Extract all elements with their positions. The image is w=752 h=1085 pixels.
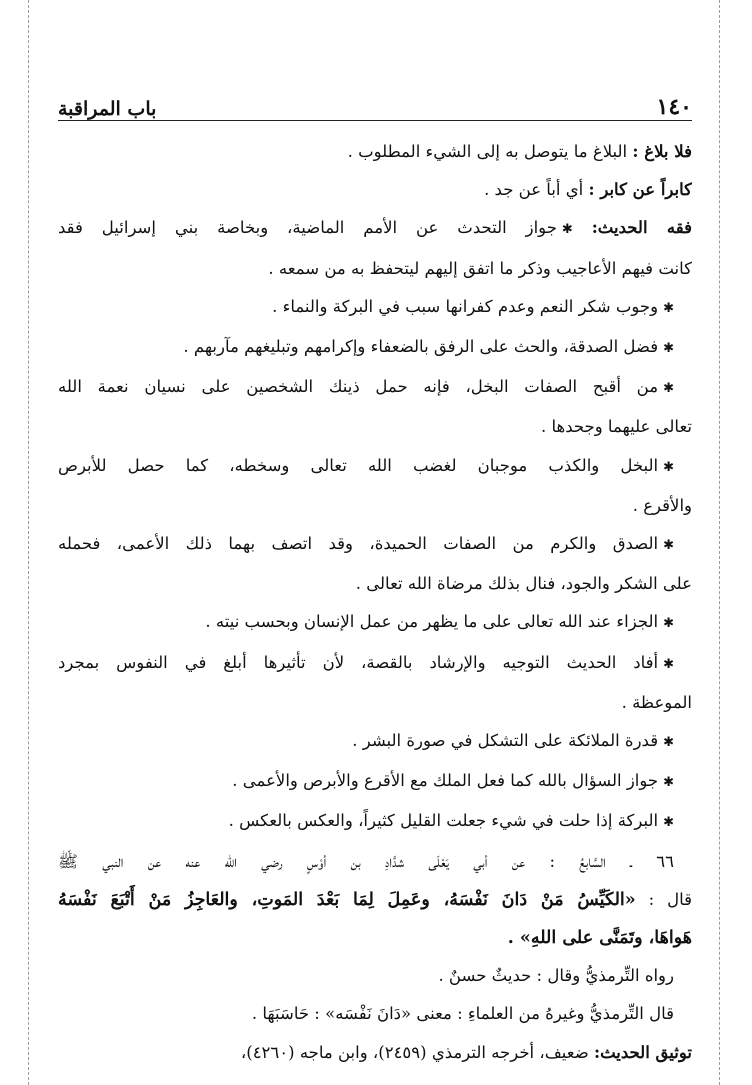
bullet-continuation: والأقرع . — [632, 495, 692, 515]
fiqh-intro-line — [58, 209, 692, 249]
bullet-point: ✱البخل والكذب موجبان لغضب الله تعالى وسخطه، كما حصل للأبرص — [58, 447, 692, 487]
page-body — [58, 133, 692, 1072]
bullet-point: ✱فضل الصدقة، والحث على الرفق بالضعفاء وإكرامهم وتبليغهم مآربهم . — [58, 328, 692, 368]
margin-guide-right — [719, 0, 720, 1085]
bullet-point: ✱وجوب شكر النعم وعدم كفرانها سبب في البركة والنماء . — [58, 288, 692, 328]
authentication-line — [58, 1034, 692, 1072]
glossary-definition: البلاغ ما يتوصل به إلى الشيء المطلوب . — [347, 142, 628, 161]
hadith-text: هَواهَا، وتَمَنَّى على اللهِ» . — [507, 928, 692, 949]
bullet-continuation: على الشكر والجود، فنال بذلك مرضاة الله تعالى . — [355, 574, 692, 594]
bullet-point: ✱قدرة الملائكة على التشكل في صورة البشر . — [58, 722, 692, 762]
bullet-star-icon: ✱ — [663, 656, 674, 672]
hadith-text: «الكَيِّسُ مَنْ دَانَ نَفْسَهُ، وعَمِلَ لِمَا بَعْدَ المَوتِ، والعَاجِزُ مَنْ أَتْبَعَ نَفْسَهُ — [58, 889, 636, 910]
bullet-point: ✱الصدق والكرم من الصفات الحميدة، وقد اتصف بهما ذلك الأعمى، فحمله — [58, 525, 692, 565]
bullet-star-icon: ✱ — [663, 775, 674, 791]
bullet-star-icon: ✱ — [663, 538, 674, 554]
bullet-point: ✱من أقبح الصفات البخل، فإنه حمل ذينك الشخصين على نسيان نعمة الله — [58, 368, 692, 408]
bullet-point: ✱أفاد الحديث التوجيه والإرشاد بالقصة، لأن تأثيرها أبلغ في النفوس بمجرد — [58, 644, 692, 684]
bullet-star-icon: ✱ — [663, 341, 674, 357]
narration-line: قال التِّرمذيُّ وغيرهُ من العلماءِ : معنى «دَانَ نَفْسَه» : حَاسَبَهَا . — [251, 1004, 674, 1024]
bullet-star-icon: ✱ — [561, 222, 573, 238]
page-number: ١٤٠ — [656, 94, 692, 120]
page-header — [58, 84, 692, 121]
glossary-entry — [58, 133, 692, 171]
glossary-term: كابراً عن كابر : — [588, 180, 692, 200]
bullet-continuation: الموعظة . — [621, 692, 692, 712]
bullet-star-icon: ✱ — [663, 459, 674, 475]
bullet-point: ✱جواز السؤال بالله كما فعل الملك مع الأقرع والأبرص والأعمى . — [58, 762, 692, 802]
bullet-star-icon: ✱ — [663, 616, 674, 632]
bullet-star-icon: ✱ — [663, 381, 674, 397]
hadith-line — [58, 919, 692, 957]
glossary-definition: أي أباً عن جد . — [484, 180, 584, 200]
bullet-continuation: تعالى عليهما وجحدها . — [540, 417, 692, 437]
bullet-point: ✱البركة إذا حلت في شيء جعلت القليل كثيراً، والعكس بالعكس . — [58, 802, 692, 842]
narration-line: رواه التِّرمذيُّ وقال : حديثٌ حسنٌ . — [438, 966, 674, 986]
bullet-star-icon: ✱ — [663, 735, 674, 751]
chapter-title: باب المراقبة — [58, 98, 157, 120]
hadith-intro: ٦٦ ـ السَّابعُ : عن أبي يَعْلَى شدَّادِ بن أوْسٍ رضي الله عنه عن النبي ﷺ — [58, 851, 674, 871]
hadith-say: قال : — [648, 889, 692, 909]
fiqh-label: فقه الحديث: — [591, 218, 692, 238]
authentication-label: توثيق الحديث: — [593, 1042, 692, 1062]
margin-guide-left — [28, 0, 29, 1085]
bullet-star-icon: ✱ — [663, 300, 674, 316]
fiqh-text: جواز التحدث عن الأمم الماضية، وبخاصة بني إسرائيل فقد — [58, 218, 557, 238]
fiqh-continuation-line: كانت فيهم الأعاجيب وذكر ما اتفق إليهم ليتحفظ به من سمعه . — [268, 258, 692, 278]
glossary-entry — [58, 171, 692, 209]
hadith-line — [58, 881, 692, 919]
book-page — [58, 84, 692, 1085]
glossary-term: فلا بلاغ : — [632, 142, 692, 161]
bullet-star-icon: ✱ — [663, 815, 674, 831]
bullet-point: ✱الجزاء عند الله تعالى على ما يظهر من عمل الإنسان وبحسب نيته . — [58, 603, 692, 643]
authentication-text: ضعيف، أخرجه الترمذي (٢٤٥٩)، وابن ماجه (٤٢٦٠)، — [240, 1042, 589, 1062]
